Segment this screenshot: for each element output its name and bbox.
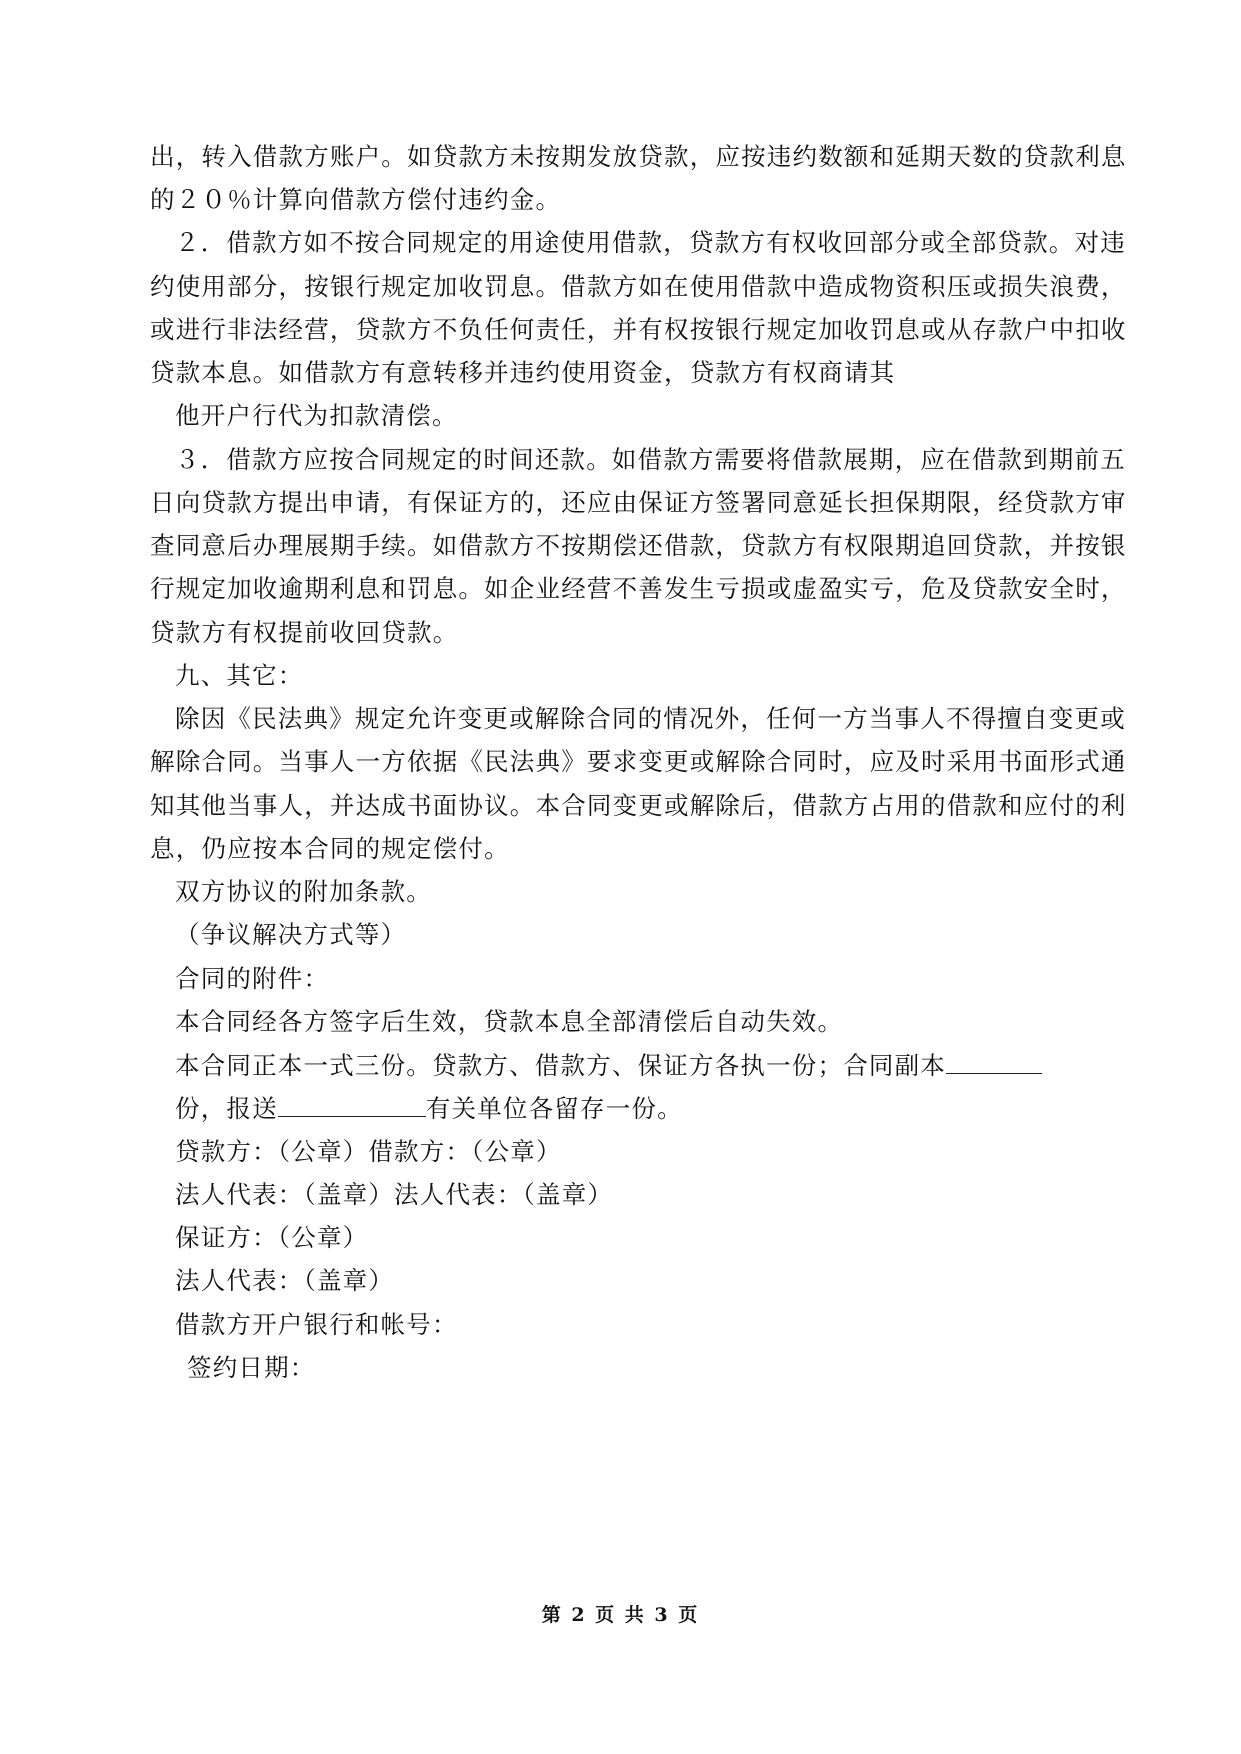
text-segment: 份，报送 bbox=[175, 1094, 278, 1123]
signature-line: 签约日期： bbox=[187, 1353, 316, 1382]
fill-in-blank bbox=[278, 1090, 426, 1117]
text-line: 本合同经各方签字后生效，贷款本息全部清偿后自动失效。 bbox=[175, 1007, 844, 1036]
signature-line: 保证方：（公章） bbox=[175, 1223, 369, 1252]
signature-line: 借款方开户银行和帐号： bbox=[175, 1310, 458, 1339]
text-line: 约使用部分，按银行规定加收罚息。借款方如在使用借款中造成物资积压或损失浪费， bbox=[150, 272, 1127, 301]
fill-in-blank bbox=[946, 1047, 1042, 1074]
signature-line: 法人代表：（盖章）法人代表：（盖章） bbox=[175, 1180, 614, 1209]
page-footer: 第 2 页 共 3 页 bbox=[541, 1604, 700, 1626]
text-line: ３．借款方应按合同规定的时间还款。如借款方需要将借款展期，应在借款到期前五 bbox=[175, 445, 1126, 474]
text-line: 查同意后办理展期手续。如借款方不按期偿还借款，贷款方有权限期追回贷款，并按银 bbox=[150, 531, 1127, 560]
text-line: ２．借款方如不按合同规定的用途使用借款，贷款方有权收回部分或全部贷款。对违 bbox=[175, 228, 1126, 257]
text-line bbox=[175, 1047, 1042, 1084]
text-line: 或进行非法经营，贷款方不负任何责任，并有权按银行规定加收罚息或从存款户中扣收 bbox=[150, 315, 1127, 344]
text-line: 双方协议的附加条款。 bbox=[175, 877, 432, 906]
text-line bbox=[175, 1090, 683, 1127]
text-line: 除因《民法典》规定允许变更或解除合同的情况外，任何一方当事人不得擅自变更或 bbox=[175, 704, 1126, 733]
section-heading: 九、其它： bbox=[175, 661, 304, 690]
text-segment: 有关单位各留存一份。 bbox=[425, 1094, 683, 1123]
text-line: （争议解决方式等） bbox=[175, 920, 407, 949]
text-line: 贷款方有权提前收回贷款。 bbox=[150, 618, 459, 647]
text-line: 息，仍应按本合同的规定偿付。 bbox=[150, 834, 510, 863]
text-line: 出，转入借款方账户。如贷款方未按期发放贷款，应按违约数额和延期天数的贷款利息 bbox=[150, 142, 1127, 171]
signature-line: 贷款方：（公章）借款方：（公章） bbox=[175, 1137, 562, 1166]
text-line: 日向贷款方提出申请，有保证方的，还应由保证方签署同意延长担保期限，经贷款方审 bbox=[150, 488, 1127, 517]
text-line: 解除合同。当事人一方依据《民法典》要求变更或解除合同时，应及时采用书面形式通 bbox=[150, 747, 1127, 776]
text-line: 知其他当事人，并达成书面协议。本合同变更或解除后，借款方占用的借款和应付的利 bbox=[150, 791, 1127, 820]
text-line: 合同的附件： bbox=[175, 964, 330, 993]
text-segment: 本合同正本一式三份。贷款方、借款方、保证方各执一份；合同副本 bbox=[175, 1051, 946, 1080]
text-line: 贷款本息。如借款方有意转移并违约使用资金，贷款方有权商请其 bbox=[150, 358, 896, 387]
text-line: 的２０％计算向借款方偿付违约金。 bbox=[150, 185, 562, 214]
text-line: 行规定加收逾期利息和罚息。如企业经营不善发生亏损或虚盈实亏，危及贷款安全时， bbox=[150, 574, 1127, 603]
signature-line: 法人代表：（盖章） bbox=[175, 1266, 395, 1295]
text-line: 他开户行代为扣款清偿。 bbox=[175, 401, 458, 430]
